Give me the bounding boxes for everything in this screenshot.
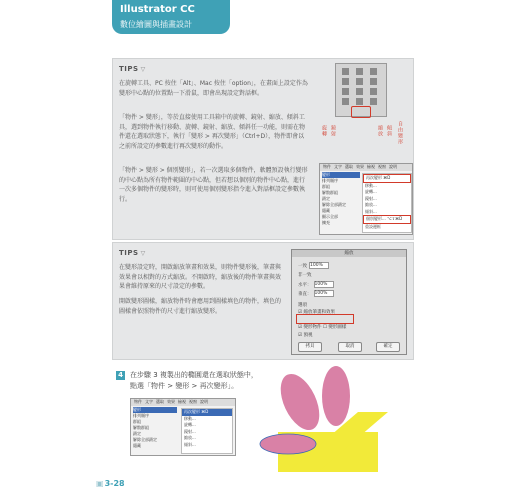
page-icon: ▣ — [96, 479, 104, 488]
book-subtitle: 數位繪圖與插畫設計 — [120, 20, 192, 29]
triangle-down-icon: ▽ — [140, 250, 146, 257]
petal-1 — [273, 368, 327, 436]
option-highlight — [296, 314, 354, 324]
petal-selected — [260, 434, 316, 454]
menu-submenu: 再次變形 ⌘D 移動... 旋轉... 鏡射... 縮放... 傾斜... — [181, 408, 233, 454]
label-free-transform: 自由變形 — [397, 121, 403, 145]
tips-title: TIPS ▽ — [119, 249, 146, 257]
triangle-down-icon: ▽ — [140, 66, 146, 73]
tips2-paragraph-1: 在變形設定時，開啟縮放筆畫和效果，則物件變形後，筆畫與效果會以相對的方式縮放。不開啟時，縮放後的物件筆畫與效果會維持原來的尺寸設定的參數。 — [119, 264, 282, 290]
transform-menu-screenshot — [319, 163, 413, 235]
tips1-paragraph-2: 「物件 > 變形」，等於直接使用工具箱中的旋轉、鏡射、縮放、傾斜工具，選到物件執行移動、旋轉、鏡射、縮放、傾斜任一功能，則需在物件還在選取狀態下，執行「變形 > 再次變形」（Ctrl+D），物件即會以之前所設定的參數進行再次變形的動作。 — [119, 114, 306, 150]
dialog-title: 縮放 — [292, 250, 406, 257]
tips1-paragraph-3: 「物件 > 變形 > 個別變形」，若一次選取多個物件，軟體預設執行變形的中心點為所有物件範圍的中心點，但若想以個別的物件中心點，進行一次多個物件的變形時，則可使用個別變形指令進入對話框設定參數執行。 — [119, 167, 308, 203]
label-reflect: 鏡射 — [330, 125, 336, 137]
label-scale: 縮放 — [377, 125, 383, 137]
chapter-header — [112, 0, 230, 34]
tips2-paragraph-2: 開啟變形圖樣，縮放物件時會應用到圖樣填色的物件，填色的圖樣會依照物件的尺寸進行縮放變形。 — [119, 298, 282, 315]
tips1-paragraph-1: 在旋轉工具、PC 按住「Alt」、Mac 按住「option」，在畫面上設定作為變形中心點的位置點一下滑鼠，即會出現設定對話框。 — [119, 80, 308, 97]
step-instruction: 在步驟 3 複製出的橢圓還在選取狀態中， 點選「物件 > 變形 > 再次變形」。 — [130, 371, 258, 390]
cancel-button[interactable]: 取消 — [338, 342, 362, 352]
tips-box-2 — [112, 242, 414, 360]
tool-highlight — [351, 106, 371, 118]
menu-submenu: 再次變形 ⌘D 移動... 旋轉... 鏡射... 縮放... 傾斜... 個別變形... ⌥⇧⌘D 重設邊框 — [362, 173, 412, 233]
tips-title: TIPS ▽ — [119, 65, 146, 73]
label-shear: 傾斜 — [386, 125, 392, 137]
menu-bar: 物件 文字 選取 效果 檢視 視窗 說明 — [131, 399, 235, 406]
copy-button[interactable]: 拷貝 — [298, 342, 322, 352]
menu-bar: 物件 文字 選取 效果 檢視 視窗 說明 — [320, 164, 412, 171]
step-number: 4 — [116, 371, 125, 380]
tips-box-1 — [112, 58, 414, 240]
petal-2 — [322, 366, 350, 426]
ok-button[interactable]: 確定 — [376, 342, 400, 352]
book-title: Illustrator CC — [120, 4, 195, 15]
page-number: ▣3-28 — [96, 479, 125, 488]
menu-left-list: 變形 排列順序 群組 解散群組 鎖定 解除全部鎖定 隱藏 顯示全部 擴充 — [322, 172, 360, 226]
menu-left-list: 變形 排列順序 群組 解散群組 鎖定 解除全部鎖定 隱藏 — [133, 407, 177, 449]
step-menu-screenshot — [130, 398, 236, 456]
scale-dialog-screenshot: 縮放 一致 100% 非一致 水平： 100% 垂直： 100% 選項 ☑ 縮放筆畫和效果 ☑ 變形物件 ☐ 變形圖樣 ☑ 預視 拷貝 取消 確定 — [291, 249, 407, 355]
petal-illustration — [258, 362, 398, 472]
label-rotate: 旋轉 — [321, 125, 327, 137]
